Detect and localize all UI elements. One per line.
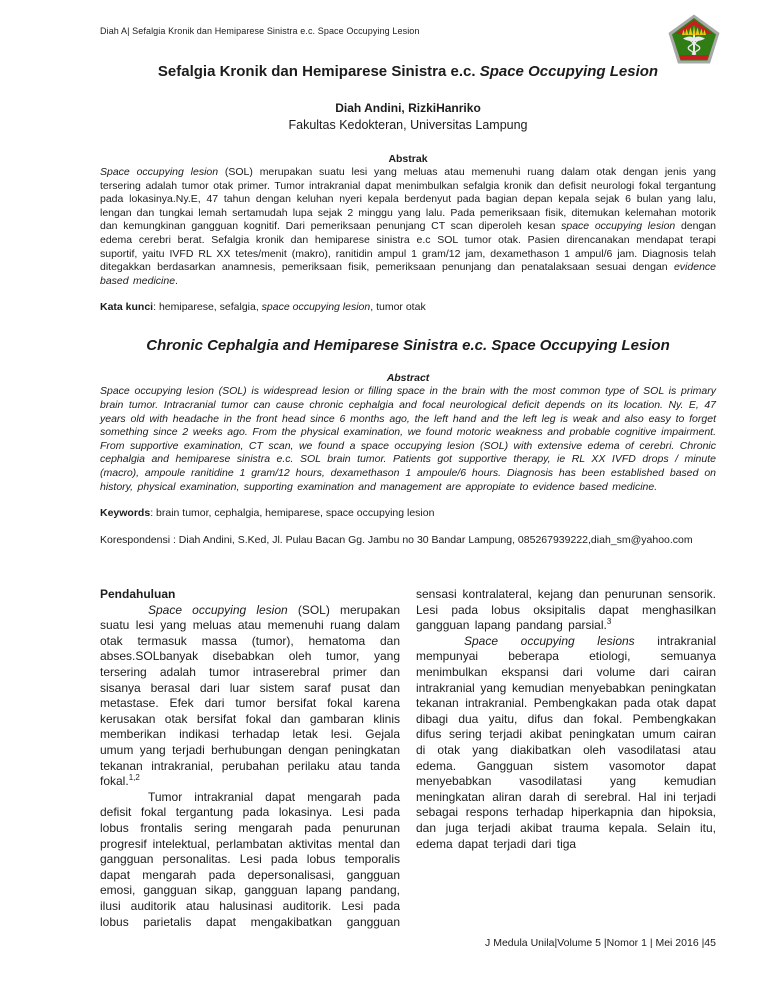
section-heading-pendahuluan: Pendahuluan <box>100 587 176 602</box>
kata-kunci-line: Kata kunci: hemiparese, sefalgia, space occupying lesion, tumor otak <box>100 301 426 314</box>
university-medical-logo <box>668 14 720 64</box>
abstrak-heading: Abstrak <box>388 153 428 165</box>
caduceus-pentagon-icon <box>668 14 720 64</box>
intro-paragraph: Space occupying lesion (SOL) merupakan suatu lesi yang meluas atau memenuhi ruang dalam otak termasuk massa (tumor), hematoma dan abses.SOLbanyak disebabkan oleh tumor, yang tersering adalah tumor intraserebral primer dan sisanya berasal dari luar sistem saraf pusat dan metastase. Efek dari tumor bersifat fokal karena kerusakan otak bersifat fokal dan gambaran klinis memberikan indikasi terhadap letak lesi. Gejala umum yang terjadi berhubungan dengan peningkatan tekanan intrakranial, perubahan perilaku atau tanda fokal.$^{1,2}$ <box>100 602 400 789</box>
article-title-indonesian: Sefalgia Kronik dan Hemiparese Sinistra e.c. Space Occupying Lesion <box>157 63 659 80</box>
intro-paragraph: Space occupying lesions intrakranial mempunyai beberapa etiologi, semuanya menimbulkan ekspansi dari volume dari cairan intrakranial yang kemudian menyebabkan peningkatan tekanan intrakranial. Pembengkakan pada otak dapat dibagi dua yaitu, difus dan fokal. Pembengkakan difus sering terjadi akibat peningkatan umum cairan di otak yang diakibatkan oleh vasodilatasi atau edema. Gangguan sistem vasomotor dapat menyebabkan vasodilatasi yang kemudian meningkatan aliran darah di serebral. Hal ini terjadi sebagai respons terhadap hiperkapnia dan hipoksia, dan juga terjadi akibat trauma kepala. Selain itu, edema dapat terjadi dari tiga <box>416 633 716 851</box>
article-title-english: Chronic Cephalgia and Hemiparese Sinistra e.c. Space Occupying Lesion <box>146 337 670 355</box>
running-title: Diah A| Sefalgia Kronik dan Hemiparese Sinistra e.c. Space Occupying Lesion <box>100 26 420 36</box>
keywords-line: Keywords: brain tumor, cephalgia, hemiparese, space occupying lesion <box>100 507 435 520</box>
running-header <box>100 0 716 36</box>
intro-two-columns <box>100 587 716 939</box>
correspondence-line: Korespondensi : Diah Andini, S.Ked, Jl. Pulau Bacan Gg. Jambu no 30 Bandar Lampung, 085267939222,diah_sm@yahoo.com <box>100 534 693 547</box>
abstract-heading: Abstract <box>386 372 430 385</box>
introduction-section <box>100 587 716 939</box>
author-affiliation: Fakultas Kedokteran, Universitas Lampung <box>288 118 528 132</box>
page-footer <box>485 937 716 949</box>
abstract-body-english: Space occupying lesion (SOL) is widespread lesion or filling space in the brain with the most common type of SOL is primary brain tumor. Intracranial tumor can cause chronic cephalgia and focal neurological deficit depends on its location. Ny. E, 47 years old with headache in the front head since 6 months ago, the left hand and the left leg is weak and also easy to forget something since 2 weeks ago. From the physical examination, we found motoric weakness and probable cognitive impairment. From supportive examination, CT scan, we found a space occupying lesion (SOL) with extensive edema of cerebri. Chronic cephalgia and hemiparese sinistra e.c. SOL brain tumor. Patients got supportive therapy, ie RL XX IVFD drops / minute (macro), ampoule ranitidine 1 gram/12 hours, dexamethason 1 ampoule/6 hours. Diagnosis has been established based on history, physical examination, supporting examination and management are appropiate to evidence based medicine. <box>100 385 716 493</box>
author-names: Diah Andini, RizkiHanriko <box>335 101 481 115</box>
intro-paragraph: Tumor intrakranial dapat mengarah pada defisit fokal tergantung pada lokasinya. Lesi pada lobus frontalis sering mengarah pada penurunan progresif intelektual, perlambatan aktivitas mental dan gangguan personalitas. Lesi pada lobus temporalis dapat mengarah pada depersonalisasi, gangguan emosi, gangguan sikap, gangguan lapang pandang, ilusi auditorik atau halusinasi auditorik. Lesi pada lobus parietalis dapat mengakibatkan gangguan sensasi kontralateral, kejang dan penurunan sensorik. Lesi pada lobus oksipitalis dapat menghasilkan gangguan lapang pandang parsial.$^3$ <box>100 587 716 929</box>
abstrak-body: Space occupying lesion (SOL) merupakan suatu lesi yang meluas atau memenuhi ruang dalam otak dengan jenis yang tersering adalah tumor otak primer. Tumor intrakranial dapat menimbulkan sefalgia kronik dan defisit neurologi fokal tergantung pada lokasinya.Ny.E, 47 tahun dengan keluhan nyeri kepala berdenyut pada bagian depan kepala sejak 6 bulan yang lalu, lengan dan tungkai lemah sertamudah lupa sejak 2 minggu yang lalu. Pada pemeriksaan fisik, ditemukan kelemahan motorik dan kemungkinan gangguan kognitif. Dari pemeriksaan penunjang CT scan diperoleh kesan space occupying lesion dengan edema cerebri berat. Sefalgia kronik dan hemiparese sinistra e.c SOL tumor otak. Pasien direncanakan mendapat terapi suportif, yaitu IVFD RL XX tetes/menit (makro), ranitidin ampul 1 gram/12 jam, dexamethason 1 ampul/6 jam. Diagnosis telah ditegakkan berdasarkan anamnesis, pemeriksaan fisik, pemeriksaan penunjang dan penatalaksaan sesuai dengan evidence based medicine. <box>100 166 716 287</box>
journal-footer-text: J Medula Unila|Volume 5 |Nomor 1 | Mei 2016 |45 <box>485 937 716 949</box>
